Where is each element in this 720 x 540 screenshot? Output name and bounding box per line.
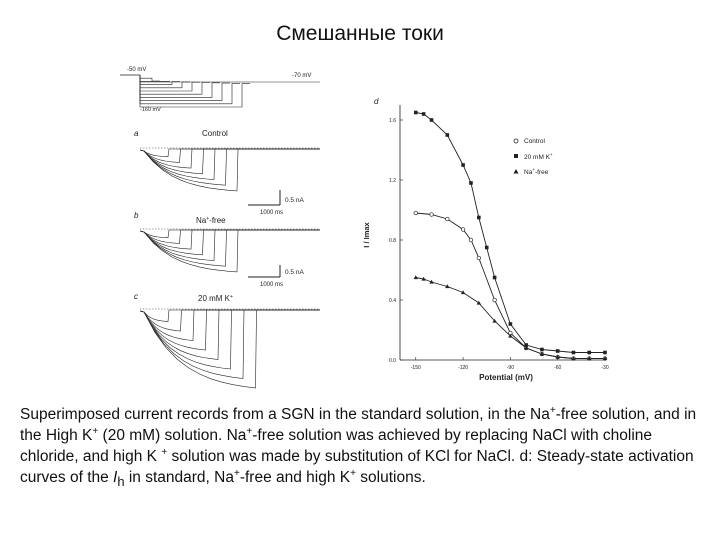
data-point <box>603 351 607 355</box>
scalebar-current: 0.5 nA <box>285 269 304 276</box>
x-tick-label: -120 <box>458 365 469 371</box>
scalebar-time: 1000 ms <box>260 210 284 216</box>
data-point <box>430 213 434 217</box>
x-tick-label: -30 <box>601 365 609 371</box>
data-point <box>540 348 544 352</box>
panel-letter: a <box>134 129 139 138</box>
data-point <box>477 256 481 260</box>
current-trace <box>140 149 320 185</box>
voltage-protocol <box>120 67 320 113</box>
protocol-steps <box>120 75 320 107</box>
y-tick-label: 1.2 <box>389 178 396 184</box>
data-point <box>414 211 418 215</box>
legend-label-na-free: Na+-free <box>524 167 549 176</box>
current-traces <box>140 148 320 191</box>
scalebar-current: 0.5 nA <box>285 197 304 204</box>
data-point <box>485 246 489 250</box>
fit-curve <box>416 113 605 353</box>
protocol-step <box>140 75 200 91</box>
slide-title: Смешанные токи <box>276 22 444 45</box>
panel-c <box>134 292 320 388</box>
y-tick-label: 1.6 <box>389 118 396 124</box>
legend-marker-na-free <box>514 169 519 174</box>
current-traces <box>140 309 320 388</box>
data-point <box>422 112 426 116</box>
current-trace <box>140 149 320 168</box>
x-tick-label: -90 <box>506 365 515 371</box>
figure-caption: Superimposed current records from a SGN in the standard solution, in the Na+-free solution, and in the High K+ (20 mM) solution. Na+-free solution was achieved by replacing NaCl with choline chloride, and high K + solution was made by substitution of KCl for NaCl. d: Steady-state activation curves of the $I_h$ in standard, Na+-free and high K+ solutions. <box>20 404 697 490</box>
chart-fit-curves <box>416 113 605 359</box>
current-trace <box>140 230 320 249</box>
data-point <box>414 111 418 115</box>
panel-label: 20 mM K+ <box>198 294 233 303</box>
current-trace <box>140 230 320 243</box>
figure <box>110 55 610 390</box>
data-point <box>493 276 497 280</box>
current-trace <box>140 310 320 369</box>
scalebar <box>248 190 304 216</box>
data-point <box>446 217 450 221</box>
data-point <box>556 349 560 353</box>
panel-letter: c <box>134 292 138 301</box>
current-trace <box>140 310 320 322</box>
current-trace <box>140 230 320 261</box>
panel-label: Control <box>202 129 228 138</box>
data-point <box>414 275 418 279</box>
data-point <box>477 301 481 305</box>
data-point <box>469 181 473 185</box>
chart-legend <box>514 138 554 176</box>
data-point <box>469 238 473 242</box>
current-traces <box>140 229 320 272</box>
data-point <box>587 351 591 355</box>
hold-potential-label: -50 mV <box>127 67 147 73</box>
chart-points <box>414 111 608 361</box>
scalebar-time: 1000 ms <box>260 282 284 288</box>
scalebar <box>248 265 304 288</box>
chart-xlabel: Potential (mV) <box>479 373 533 382</box>
data-point <box>461 163 465 167</box>
protocol-step <box>140 75 180 85</box>
fit-curve <box>416 278 605 359</box>
activation-chart <box>362 97 609 382</box>
panel-a <box>134 129 320 216</box>
chart-axes <box>389 105 609 371</box>
current-trace <box>140 310 320 341</box>
protocol-step <box>140 75 240 104</box>
data-point <box>509 322 513 326</box>
current-trace <box>140 230 320 238</box>
x-tick-label: -150 <box>410 365 421 371</box>
legend-label-control: Control <box>524 138 545 145</box>
y-tick-label: 0.8 <box>389 238 396 244</box>
data-point <box>446 133 450 137</box>
y-tick-label: 0.4 <box>389 298 396 304</box>
y-tick-label: 0.0 <box>389 358 396 364</box>
end-potential-label: -70 mV <box>292 73 312 79</box>
data-point <box>430 118 434 122</box>
data-point <box>572 351 576 355</box>
x-tick-label: -60 <box>554 365 562 371</box>
current-trace <box>140 310 320 350</box>
current-trace <box>140 149 320 180</box>
chart-ylabel: I / Imax <box>362 222 371 248</box>
current-trace <box>140 149 320 162</box>
legend-label-high-k: 20 mM K+ <box>524 152 553 161</box>
data-point <box>493 298 497 302</box>
current-trace <box>140 230 320 266</box>
legend-marker-high-k <box>514 154 518 158</box>
chart-panel-letter: d <box>374 97 379 106</box>
protocol-step <box>140 75 160 81</box>
data-point <box>477 216 481 220</box>
panel-label: Na+-free <box>196 216 226 225</box>
panel-b <box>134 211 320 288</box>
legend-marker-control <box>514 139 518 143</box>
current-trace <box>140 310 320 331</box>
panel-letter: b <box>134 211 139 220</box>
data-point <box>461 228 465 232</box>
bottom-potential-label: -160 mV <box>140 107 161 113</box>
current-trace <box>140 149 320 157</box>
